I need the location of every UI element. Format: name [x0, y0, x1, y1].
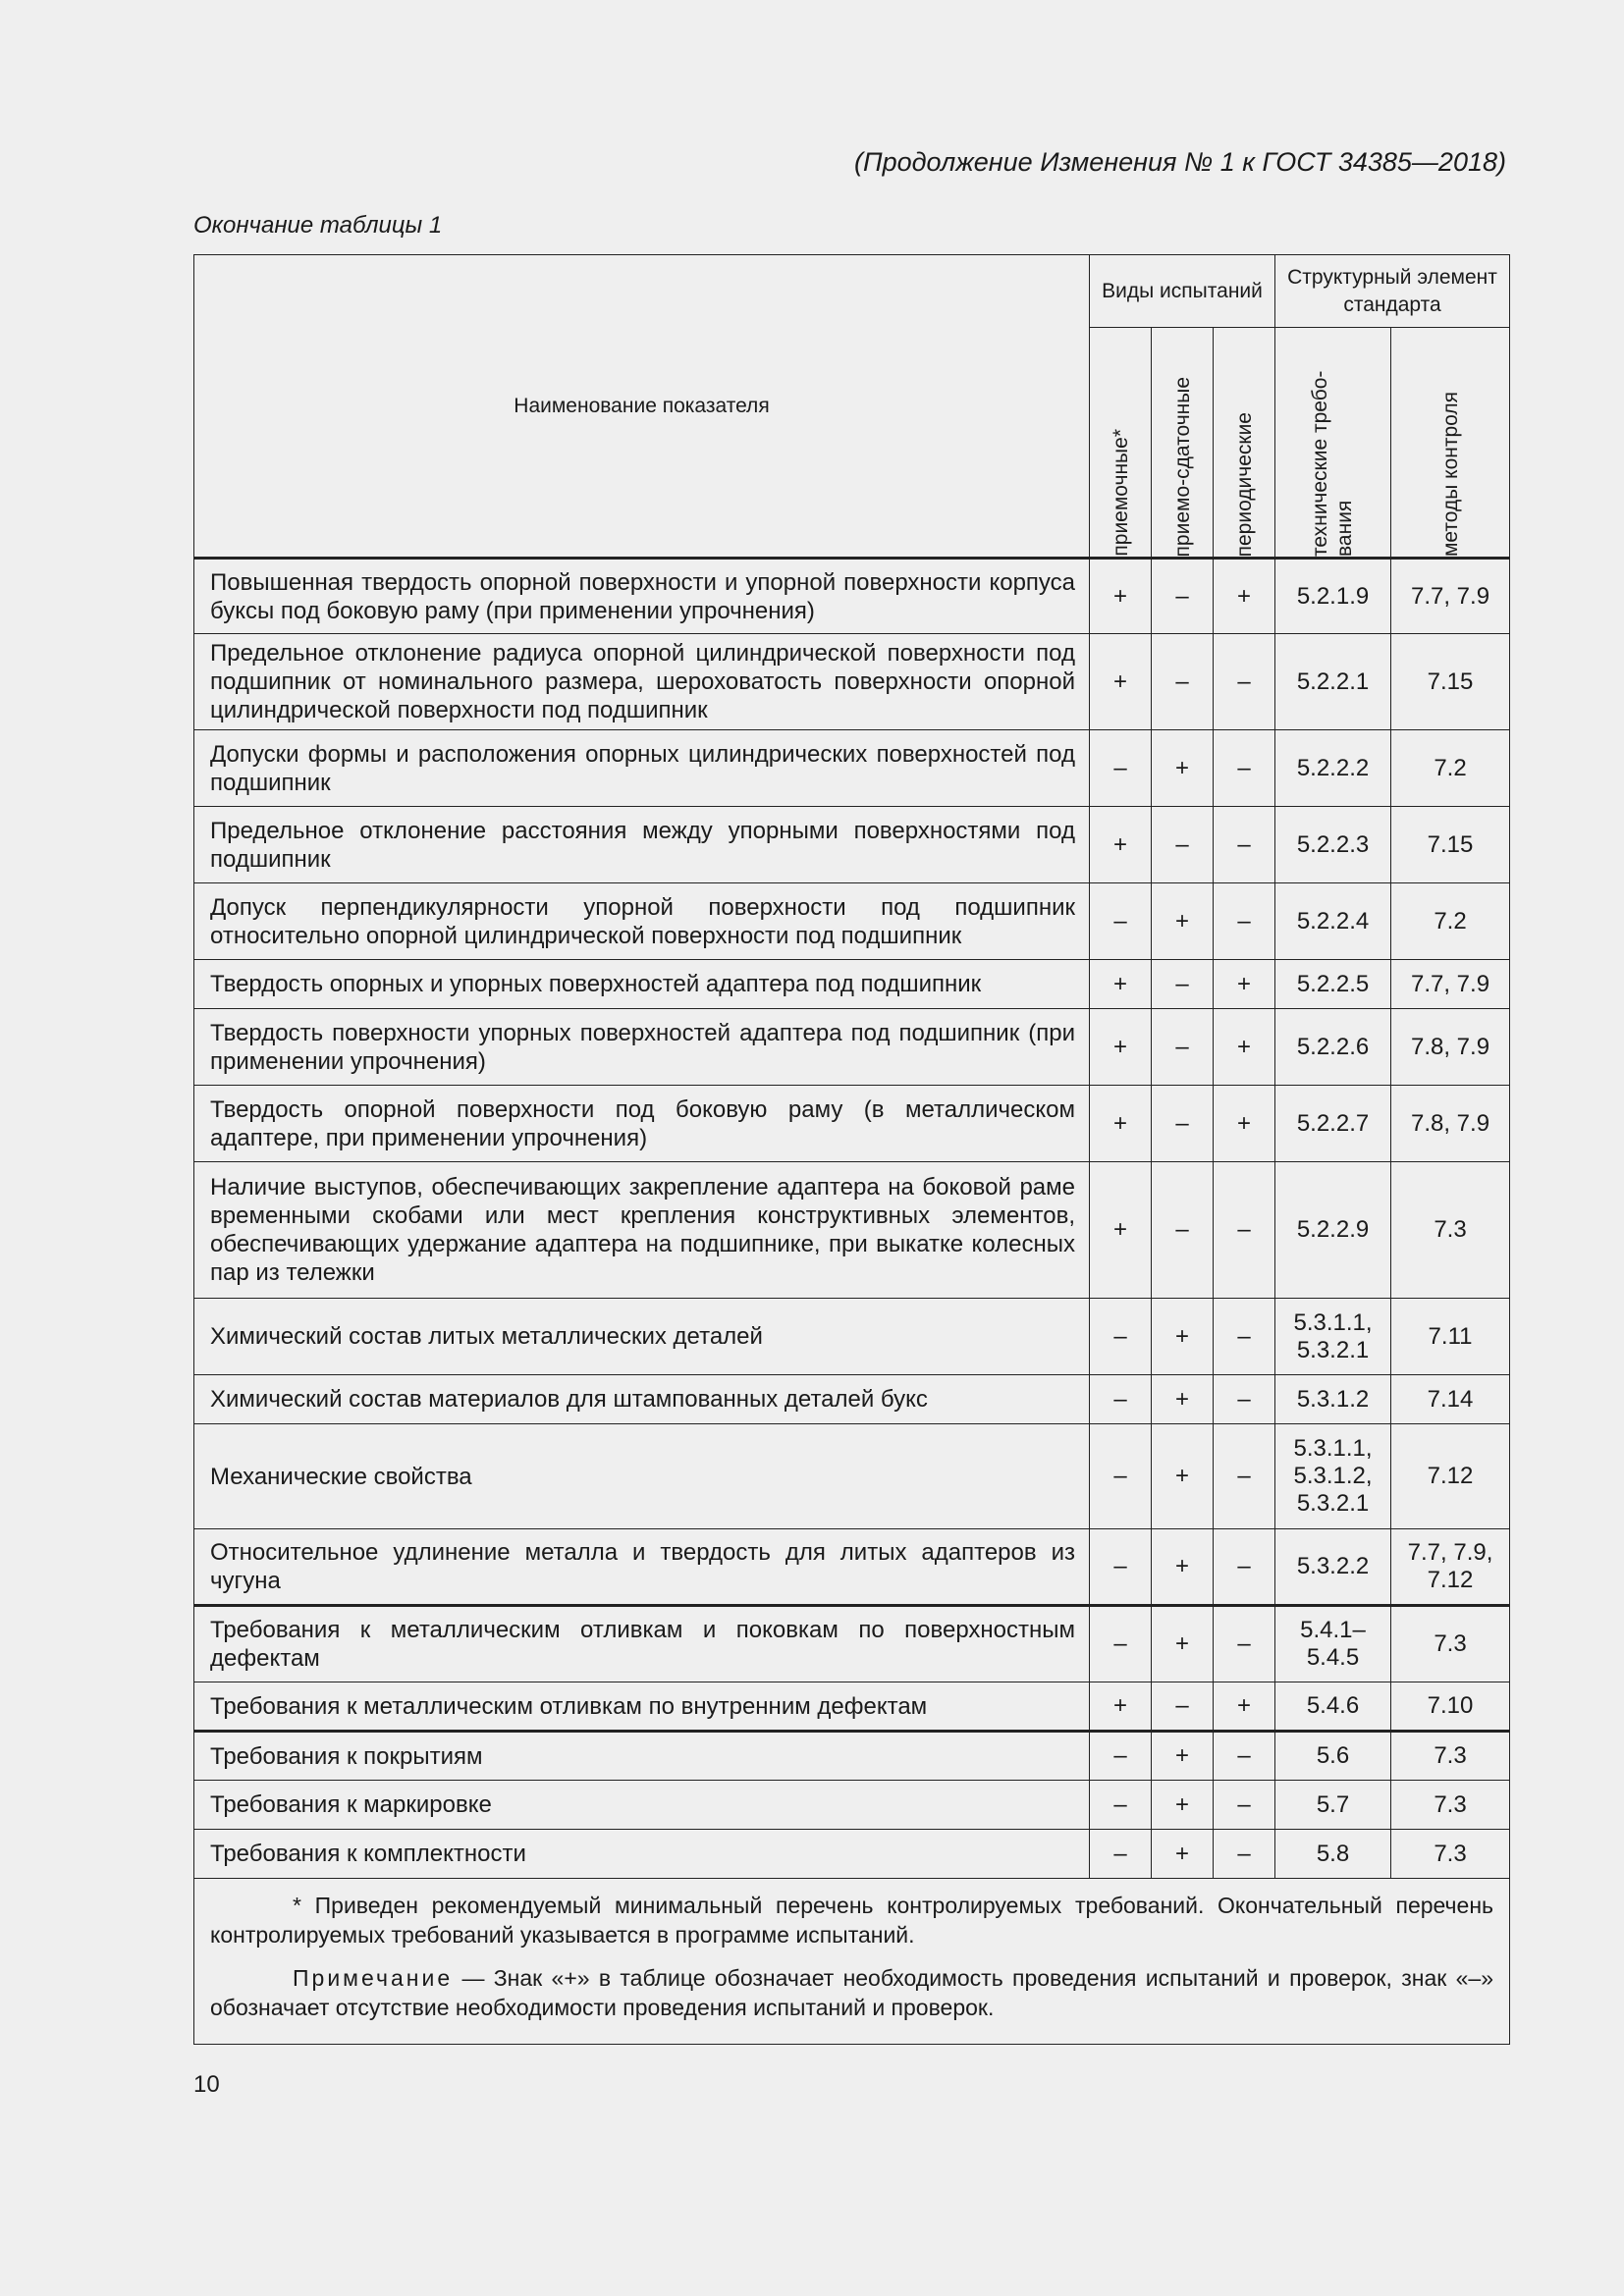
table-row — [194, 559, 1510, 634]
cell-delivery: – — [1152, 807, 1214, 883]
cell-delivery: – — [1152, 634, 1214, 730]
cell-requirements: 5.4.6 — [1275, 1682, 1391, 1732]
indicator-name: Твердость поверхности упорных поверхностей адаптера под подшипник (при применении упрочнения) — [194, 1009, 1090, 1086]
cell-acceptance: – — [1090, 1529, 1152, 1606]
cell-delivery: – — [1152, 1162, 1214, 1299]
table-row — [194, 1830, 1510, 1879]
indicator-name: Требования к маркировке — [194, 1781, 1090, 1830]
header-requirements — [1275, 328, 1391, 559]
cell-requirements: 5.2.1.9 — [1275, 559, 1391, 634]
note-text: — Знак «+» в таблице обозначает необходимость проведения испытаний и проверок, знак «–» обозначает отсутствие необходимости проведения испытаний и проверок. — [210, 1965, 1494, 2020]
indicator-name: Твердость опорных и упорных поверхностей адаптера под подшипник — [194, 960, 1090, 1009]
cell-requirements: 5.2.2.3 — [1275, 807, 1391, 883]
cell-acceptance: – — [1090, 1830, 1152, 1879]
cell-acceptance: + — [1090, 1009, 1152, 1086]
cell-methods: 7.12 — [1391, 1424, 1510, 1529]
cell-methods: 7.10 — [1391, 1682, 1510, 1732]
header-delivery-label: приемо-сдаточные — [1170, 376, 1194, 557]
cell-acceptance: + — [1090, 960, 1152, 1009]
cell-methods: 7.7, 7.9, 7.12 — [1391, 1529, 1510, 1606]
cell-delivery: – — [1152, 1086, 1214, 1162]
cell-delivery: + — [1152, 1606, 1214, 1682]
cell-periodic: – — [1214, 1424, 1275, 1529]
table-row — [194, 1606, 1510, 1682]
cell-methods: 7.11 — [1391, 1299, 1510, 1375]
cell-periodic: – — [1214, 1375, 1275, 1424]
cell-methods: 7.8, 7.9 — [1391, 1086, 1510, 1162]
cell-methods: 7.15 — [1391, 634, 1510, 730]
cell-methods: 7.2 — [1391, 883, 1510, 960]
cell-delivery: + — [1152, 730, 1214, 807]
cell-periodic: – — [1214, 730, 1275, 807]
cell-acceptance: + — [1090, 807, 1152, 883]
cell-requirements: 5.2.2.9 — [1275, 1162, 1391, 1299]
cell-methods: 7.14 — [1391, 1375, 1510, 1424]
indicator-name: Требования к покрытиям — [194, 1732, 1090, 1781]
cell-requirements: 5.3.1.1, 5.3.1.2, 5.3.2.1 — [1275, 1424, 1391, 1529]
indicator-name: Допуск перпендикулярности упорной поверхности под подшипник относительно опорной цилиндрической поверхности под подшипник — [194, 883, 1090, 960]
cell-acceptance: – — [1090, 1606, 1152, 1682]
cell-methods: 7.7, 7.9 — [1391, 559, 1510, 634]
cell-periodic: – — [1214, 1606, 1275, 1682]
header-acceptance — [1090, 328, 1152, 559]
table-row — [194, 1424, 1510, 1529]
header-acceptance-label: приемочные* — [1109, 429, 1132, 557]
table-row — [194, 1086, 1510, 1162]
cell-requirements: 5.2.2.7 — [1275, 1086, 1391, 1162]
cell-delivery: + — [1152, 1781, 1214, 1830]
cell-acceptance: – — [1090, 1375, 1152, 1424]
cell-delivery: + — [1152, 1375, 1214, 1424]
cell-requirements: 5.2.2.4 — [1275, 883, 1391, 960]
cell-periodic: – — [1214, 634, 1275, 730]
cell-periodic: – — [1214, 1162, 1275, 1299]
indicator-name: Предельное отклонение радиуса опорной цилиндрической поверхности под подшипник от номинального размера, шероховатость поверхности опорной цилиндрической поверхности под подшипник — [194, 634, 1090, 730]
table-row — [194, 1299, 1510, 1375]
cell-acceptance: – — [1090, 883, 1152, 960]
indicator-name: Твердость опорной поверхности под боковую раму (в металлическом адаптере, при применении упрочнения) — [194, 1086, 1090, 1162]
cell-methods: 7.15 — [1391, 807, 1510, 883]
table-row — [194, 1781, 1510, 1830]
cell-requirements: 5.2.2.6 — [1275, 1009, 1391, 1086]
cell-methods: 7.7, 7.9 — [1391, 960, 1510, 1009]
table-row — [194, 807, 1510, 883]
header-methods — [1391, 328, 1510, 559]
cell-acceptance: + — [1090, 1682, 1152, 1732]
table-caption: Окончание таблицы 1 — [193, 212, 443, 239]
cell-periodic: – — [1214, 807, 1275, 883]
cell-requirements: 5.4.1–5.4.5 — [1275, 1606, 1391, 1682]
cell-periodic: – — [1214, 1781, 1275, 1830]
indicator-name: Химический состав литых металлических деталей — [194, 1299, 1090, 1375]
cell-delivery: + — [1152, 1529, 1214, 1606]
cell-delivery: + — [1152, 1732, 1214, 1781]
table-row — [194, 1682, 1510, 1732]
indicator-name: Механические свойства — [194, 1424, 1090, 1529]
cell-requirements: 5.2.2.2 — [1275, 730, 1391, 807]
table-row — [194, 883, 1510, 960]
cell-periodic: + — [1214, 960, 1275, 1009]
cell-requirements: 5.8 — [1275, 1830, 1391, 1879]
header-test-types: Виды испытаний — [1090, 255, 1275, 328]
cell-methods: 7.3 — [1391, 1606, 1510, 1682]
cell-delivery: + — [1152, 1424, 1214, 1529]
indicator-name: Требования к металлическим отливкам и поковкам по поверхностным дефектам — [194, 1606, 1090, 1682]
cell-periodic: – — [1214, 1732, 1275, 1781]
cell-delivery: – — [1152, 960, 1214, 1009]
footnote: * Приведен рекомендуемый минимальный перечень контролируемых требований. Окончательный перечень контролируемых требований указывается в программе испытаний. — [210, 1893, 1494, 1948]
indicator-name: Предельное отклонение расстояния между упорными поверхностями под подшипник — [194, 807, 1090, 883]
cell-delivery: – — [1152, 1009, 1214, 1086]
cell-acceptance: – — [1090, 1732, 1152, 1781]
indicators-table — [193, 254, 1510, 2045]
cell-periodic: + — [1214, 1009, 1275, 1086]
indicator-name: Допуски формы и расположения опорных цилиндрических поверхностей под подшипник — [194, 730, 1090, 807]
cell-requirements: 5.2.2.1 — [1275, 634, 1391, 730]
header-periodic-label: периодические — [1232, 411, 1256, 557]
cell-periodic: – — [1214, 1529, 1275, 1606]
cell-delivery: + — [1152, 883, 1214, 960]
cell-acceptance: + — [1090, 1086, 1152, 1162]
table-row — [194, 1009, 1510, 1086]
cell-methods: 7.3 — [1391, 1162, 1510, 1299]
table-row — [194, 730, 1510, 807]
cell-periodic: + — [1214, 1086, 1275, 1162]
cell-periodic: – — [1214, 1299, 1275, 1375]
note-label: Примечание — [293, 1965, 454, 1991]
page-number: 10 — [193, 2071, 220, 2098]
indicator-name: Требования к комплектности — [194, 1830, 1090, 1879]
cell-delivery: – — [1152, 559, 1214, 634]
table-row — [194, 1732, 1510, 1781]
header-structural-element: Структурный элемент стандарта — [1275, 255, 1510, 328]
cell-periodic: – — [1214, 1830, 1275, 1879]
table-row — [194, 1375, 1510, 1424]
indicator-name: Относительное удлинение металла и твердость для литых адаптеров из чугуна — [194, 1529, 1090, 1606]
cell-requirements: 5.3.1.1, 5.3.2.1 — [1275, 1299, 1391, 1375]
cell-requirements: 5.3.2.2 — [1275, 1529, 1391, 1606]
header-periodic — [1214, 328, 1275, 559]
cell-requirements: 5.2.2.5 — [1275, 960, 1391, 1009]
cell-requirements: 5.6 — [1275, 1732, 1391, 1781]
cell-periodic: – — [1214, 883, 1275, 960]
table-notes — [194, 1879, 1510, 2045]
cell-methods: 7.2 — [1391, 730, 1510, 807]
cell-delivery: + — [1152, 1830, 1214, 1879]
note — [210, 1963, 1493, 2022]
cell-methods: 7.3 — [1391, 1830, 1510, 1879]
cell-acceptance: – — [1090, 1299, 1152, 1375]
indicator-name: Повышенная твердость опорной поверхности и упорной поверхности корпуса буксы под боковую раму (при применении упрочнения) — [194, 559, 1090, 634]
cell-acceptance: – — [1090, 1781, 1152, 1830]
cell-acceptance: – — [1090, 730, 1152, 807]
header-requirements-label: технические требо-вания — [1308, 370, 1356, 557]
cell-acceptance: + — [1090, 559, 1152, 634]
table-row — [194, 634, 1510, 730]
cell-requirements: 5.7 — [1275, 1781, 1391, 1830]
cell-acceptance: + — [1090, 634, 1152, 730]
header-name: Наименование показателя — [194, 255, 1090, 559]
cell-methods: 7.3 — [1391, 1781, 1510, 1830]
table-row — [194, 1529, 1510, 1606]
cell-delivery: – — [1152, 1682, 1214, 1732]
header-delivery — [1152, 328, 1214, 559]
indicator-name: Требования к металлическим отливкам по внутренним дефектам — [194, 1682, 1090, 1732]
running-head: (Продолжение Изменения № 1 к ГОСТ 34385—2018) — [854, 147, 1506, 177]
table-row — [194, 960, 1510, 1009]
indicator-name: Наличие выступов, обеспечивающих закрепление адаптера на боковой раме временными скобами или мест крепления конструктивных элементов, обеспечивающих удержание адаптера на подшипнике, при выкатке колесных пар из тележки — [194, 1162, 1090, 1299]
indicator-name: Химический состав материалов для штампованных деталей букс — [194, 1375, 1090, 1424]
cell-requirements: 5.3.1.2 — [1275, 1375, 1391, 1424]
cell-delivery: + — [1152, 1299, 1214, 1375]
header-methods-label: методы контроля — [1438, 391, 1462, 557]
table-row — [194, 1162, 1510, 1299]
cell-methods: 7.8, 7.9 — [1391, 1009, 1510, 1086]
cell-acceptance: + — [1090, 1162, 1152, 1299]
cell-acceptance: – — [1090, 1424, 1152, 1529]
cell-periodic: + — [1214, 559, 1275, 634]
cell-methods: 7.3 — [1391, 1732, 1510, 1781]
cell-periodic: + — [1214, 1682, 1275, 1732]
